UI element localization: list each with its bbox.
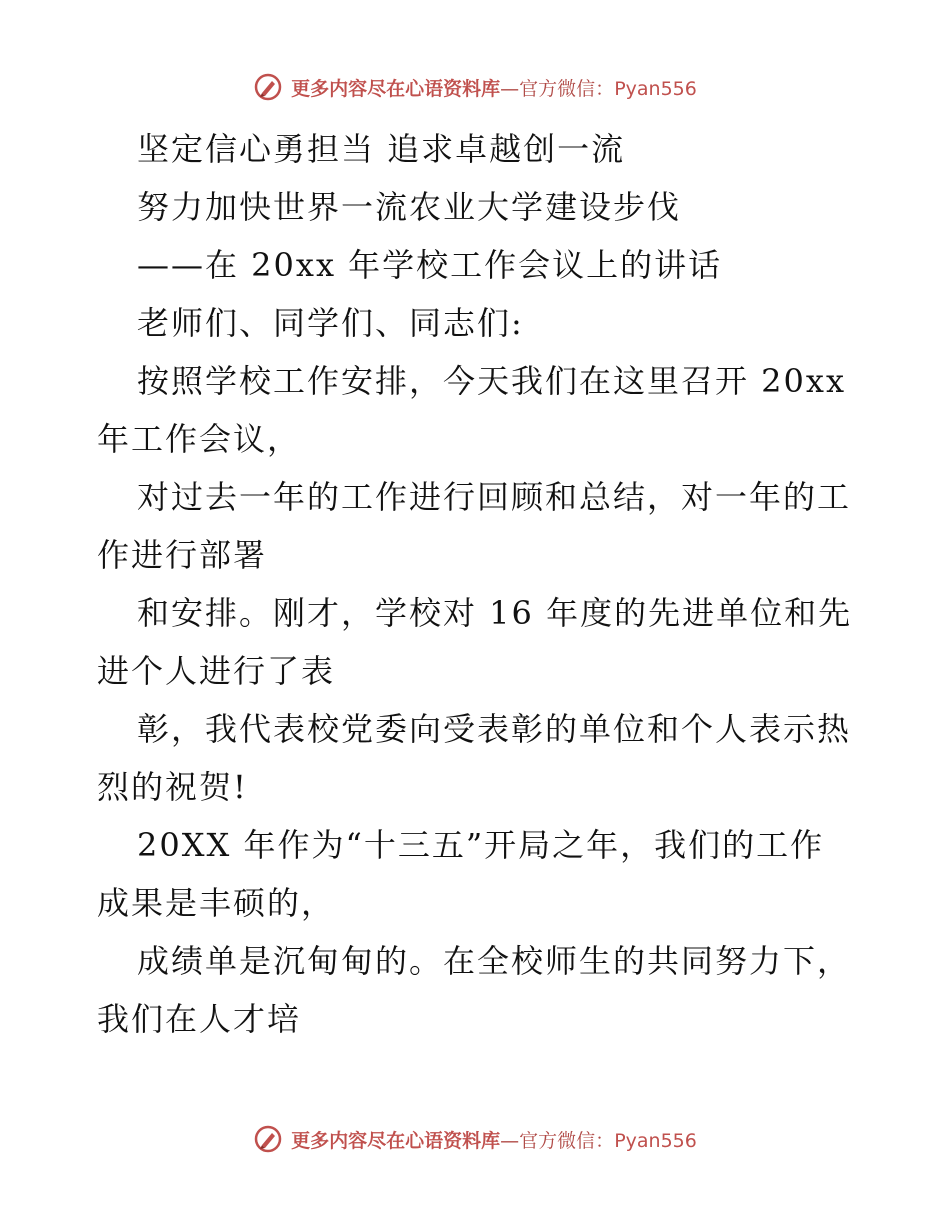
watermark-wechat-id: Pyan556 <box>614 1129 697 1152</box>
document-line: 烈的祝贺! <box>97 768 248 806</box>
document-line: 20XX 年作为“十三五”开局之年，我们的工作 <box>137 826 825 864</box>
document-line: 坚定信心勇担当 追求卓越创一流 <box>137 130 626 168</box>
header-watermark <box>0 72 950 102</box>
document-line: 成果是丰硕的， <box>97 884 336 922</box>
document-line: 和安排。刚才，学校对 16 年度的先进单位和先 <box>137 594 853 632</box>
footer-watermark <box>0 1124 950 1154</box>
watermark-dash: — <box>500 1129 520 1152</box>
document-line: 作进行部署 <box>97 536 268 574</box>
document-line: 我们在人才培 <box>97 1000 302 1038</box>
document-body <box>97 120 857 1048</box>
document-line: 彰，我代表校党委向受表彰的单位和个人表示热 <box>137 710 852 748</box>
pen-logo-icon <box>253 1124 283 1154</box>
document-line: 努力加快世界一流农业大学建设步伐 <box>137 188 682 226</box>
watermark-wechat-id: Pyan556 <box>614 77 697 100</box>
document-line: ——在 20xx 年学校工作会议上的讲话 <box>137 246 723 284</box>
document-line: 年工作会议， <box>97 420 302 458</box>
document-line: 老师们、同学们、同志们: <box>137 304 524 342</box>
watermark-main-text: 更多内容尽在心语资料库 <box>291 77 501 100</box>
document-line: 进个人进行了表 <box>97 652 336 690</box>
watermark-dash: — <box>500 77 520 100</box>
document-line: 按照学校工作安排，今天我们在这里召开 20xx <box>137 362 846 400</box>
document-line: 成绩单是沉甸甸的。在全校师生的共同努力下， <box>137 942 852 980</box>
document-line: 对过去一年的工作进行回顾和总结，对一年的工 <box>137 478 852 516</box>
watermark-sub-text: 官方微信： <box>519 1129 615 1152</box>
pen-logo-icon <box>253 72 283 102</box>
watermark-main-text: 更多内容尽在心语资料库 <box>291 1129 501 1152</box>
watermark-sub-text: 官方微信： <box>519 77 615 100</box>
